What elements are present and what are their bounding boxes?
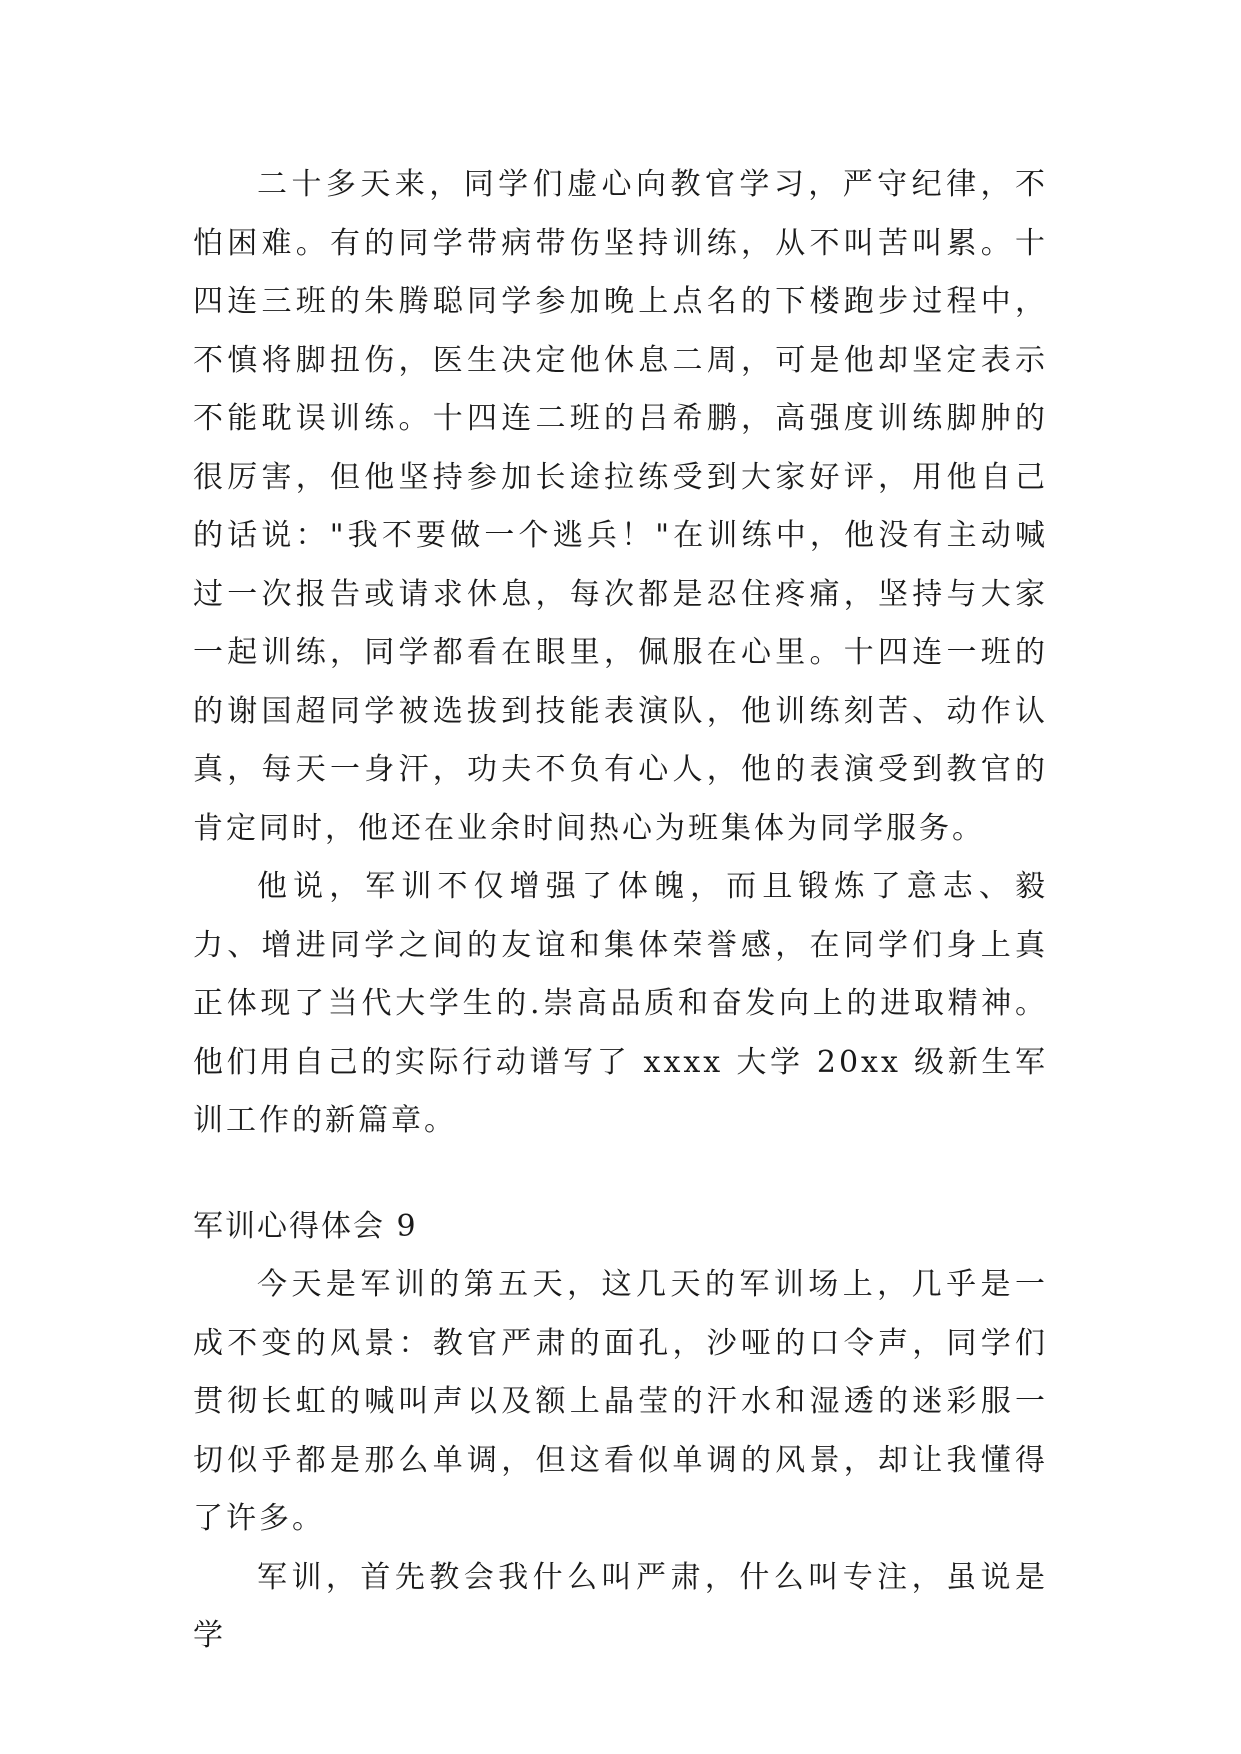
section-heading: 军训心得体会 9 bbox=[193, 1208, 418, 1244]
document-body bbox=[193, 156, 1048, 1666]
paragraph-training-summary: 他说，军训不仅增强了体魄，而且锻炼了意志、毅力、增进同学之间的友谊和集体荣誉感，在同学们身上真正体现了当代大学生的.崇高品质和奋发向上的进取精神。他们用自己的实际行动谱写了 xxxx 大学 20xx 级新生军训工作的新篇章。 bbox=[193, 869, 1048, 1138]
paragraph-training-stories: 二十多天来，同学们虚心向教官学习，严守纪律，不怕困难。有的同学带病带伤坚持训练，从不叫苦叫累。十四连三班的朱腾聪同学参加晚上点名的下楼跑步过程中，不慎将脚扭伤，医生决定他休息二周，可是他却坚定表示不能耽误训练。十四连二班的吕希鹏，高强度训练脚肿的很厉害，但他坚持参加长途拉练受到大家好评，用他自己的话说："我不要做一个逃兵！"在训练中，他没有主动喊过一次报告或请求休息，每次都是忍住疼痛，坚持与大家一起训练，同学都看在眼里，佩服在心里。十四连一班的的谢国超同学被选拔到技能表演队，他训练刻苦、动作认真，每天一身汗，功夫不负有心人，他的表演受到教官的肯定同时，他还在业余时间热心为班集体为同学服务。 bbox=[193, 167, 1048, 846]
paragraph-seriousness: 军训，首先教会我什么叫严肃，什么叫专注，虽说是学 bbox=[193, 1559, 1048, 1653]
paragraph-fifth-day: 今天是军训的第五天，这几天的军训场上，几乎是一成不变的风景：教官严肃的面孔，沙哑的口令声，同学们贯彻长虹的喊叫声以及额上晶莹的汗水和湿透的迷彩服一切似乎都是那么单调，但这看似单调的风景，却让我懂得了许多。 bbox=[193, 1267, 1048, 1536]
